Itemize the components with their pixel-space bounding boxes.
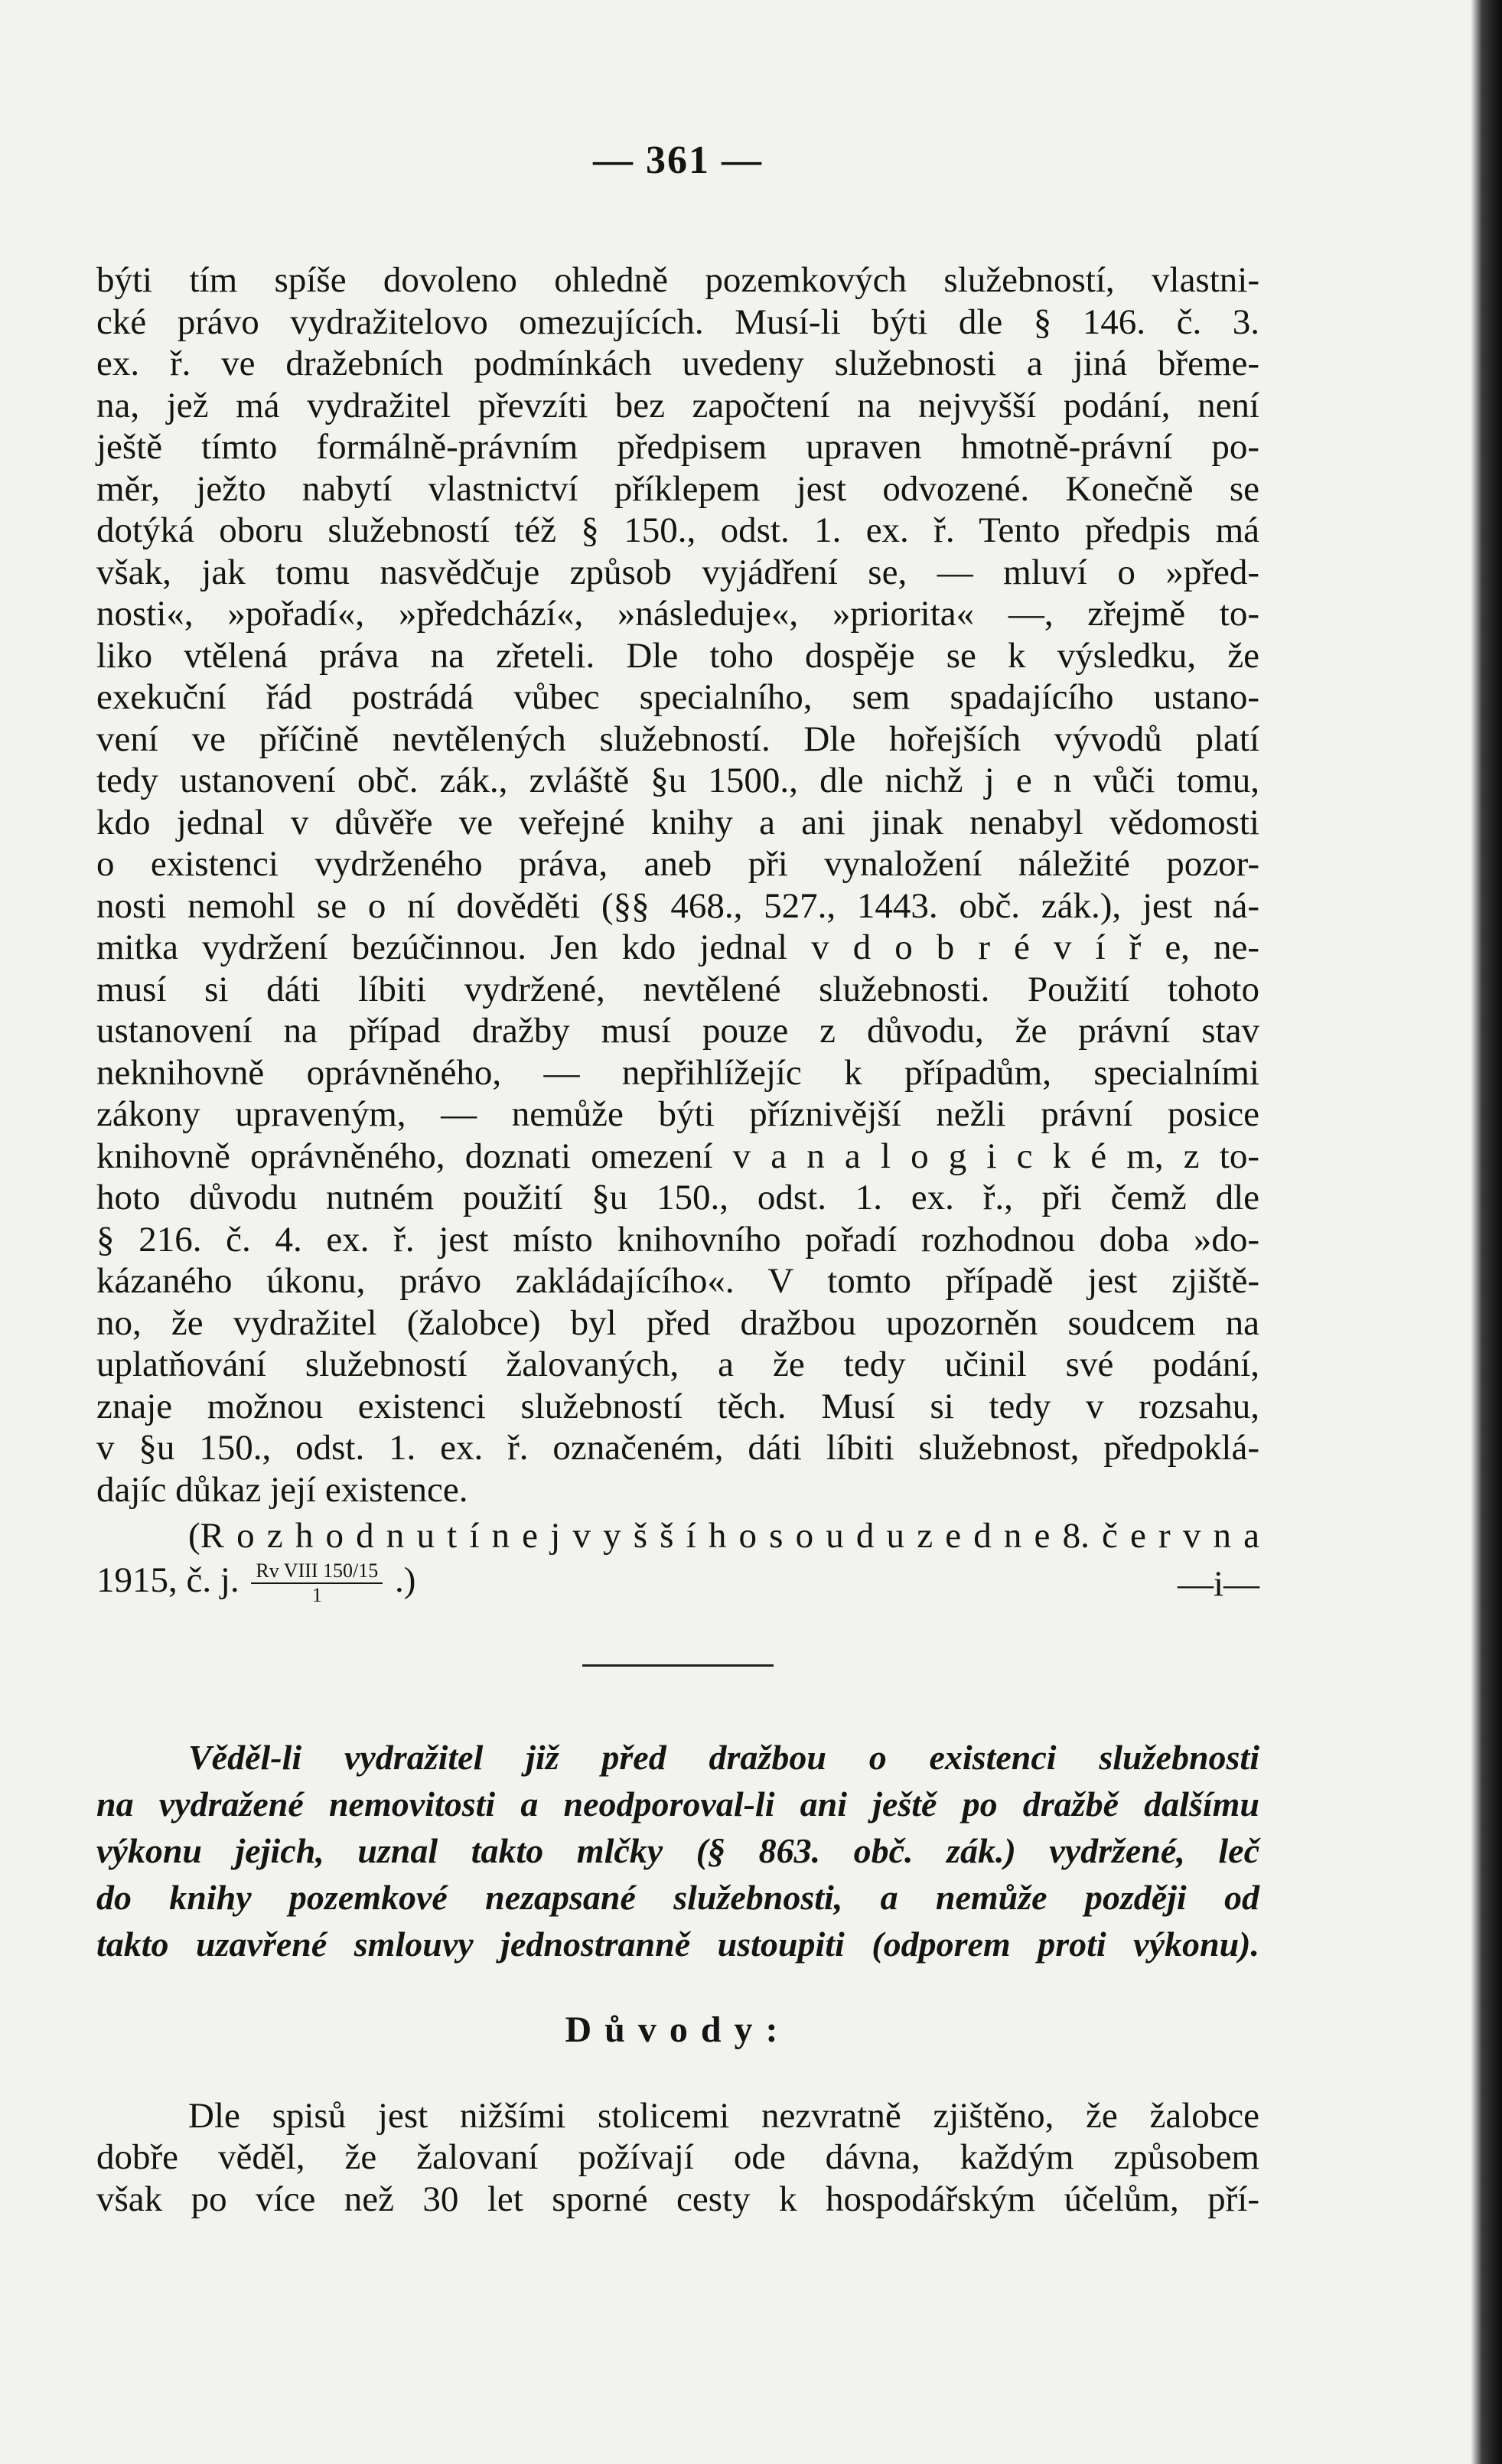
- decision-citation: [96, 1515, 1259, 1607]
- section-divider: [582, 1664, 774, 1667]
- scan-edge-shadow: [1471, 0, 1502, 2464]
- author-signature: —i—: [1177, 1563, 1259, 1604]
- text-line: býti tím spíše dovoleno ohledně pozemkových služebností, vlastni-: [96, 260, 1259, 300]
- text-line: Dle spisů jest nižšími stolicemi nezvratně zjištěno, že žalobce: [188, 2095, 1259, 2136]
- text-line: dobře věděl, že žalovaní požívají ode dávna, každým způsobem: [96, 2137, 1259, 2178]
- text-line: knihovně oprávněného, doznati omezení v a n a l o g i c k é m, z to-: [96, 1136, 1259, 1176]
- decision-line: (R o z h o d n u t í n e j v y š š í h o s o u d u z e d n e 8. č e r v n a: [188, 1516, 1259, 1556]
- summary-line: na vydražené nemovitosti a neodporoval-li ani ještě po dražbě dalšímu: [96, 1784, 1259, 1824]
- case-reference: [96, 1557, 415, 1607]
- case-number-numerator: Rv VIII 150/15: [251, 1560, 383, 1584]
- decision-reference-line: [96, 1557, 1259, 1607]
- text-line: kázaného úkonu, právo zakládajícího«. V tomto případě jest zjiště-: [96, 1261, 1259, 1301]
- case-suffix: .): [395, 1560, 416, 1600]
- summary-line: Věděl-li vydražitel již před dražbou o existenci služebnosti: [188, 1737, 1259, 1777]
- text-line: však, jak tomu nasvědčuje způsob vyjádření se, — mluví o »před-: [96, 552, 1259, 592]
- text-line: hoto důvodu nutném použití §u 150., odst. 1. ex. ř., při čemž dle: [96, 1178, 1259, 1217]
- text-line: ustanovení na případ dražby musí pouze z důvodu, že právní stav: [96, 1011, 1259, 1051]
- text-line: nosti«, »pořadí«, »předchází«, »následuje«, »priorita« —, zřejmě to-: [96, 594, 1259, 634]
- case-number-denominator: 1: [311, 1583, 322, 1606]
- summary-line: takto uzavřené smlouvy jednostranně ustoupiti (odporem proti výkonu).: [96, 1924, 1259, 1964]
- text-line: nosti nemohl se o ní dověděti (§§ 468., 527., 1443. obč. zák.), jest ná-: [96, 885, 1259, 926]
- text-line: však po více než 30 let sporné cesty k hospodářským účelům, pří-: [96, 2179, 1259, 2219]
- text-line: znaje možnou existenci služebností těch. Musí si tedy v rozsahu,: [96, 1386, 1259, 1426]
- reasons-heading: Důvody:: [565, 2009, 791, 2050]
- text-line: neknihovně oprávněného, — nepřihlížejíc k případům, specialními: [96, 1052, 1259, 1093]
- text-line: tedy ustanovení obč. zák., zvláště §u 1500., dle nichž j e n vůči tomu,: [96, 761, 1259, 800]
- document-page: [96, 138, 1259, 2220]
- text-line: exekuční řád postrádá vůbec specialního, sem spadajícího ustano-: [96, 677, 1259, 717]
- page-number: — 361 —: [593, 139, 763, 182]
- text-line: no, že vydražitel (žalobce) byl před dražbou upozorněn soudcem na: [96, 1302, 1259, 1343]
- summary-line: do knihy pozemkové nezapsané služebnosti, a nemůže později od: [96, 1877, 1259, 1917]
- text-line: cké právo vydražitelovo omezujících. Musí-li býti dle § 146. č. 3.: [96, 301, 1259, 342]
- case-prefix: 1915, č. j.: [96, 1560, 239, 1600]
- text-line: v §u 150., odst. 1. ex. ř. označeném, dáti líbiti služebnost, předpoklá-: [96, 1428, 1259, 1468]
- text-line: zákony upraveným, — nemůže býti příznivější nežli právní posice: [96, 1094, 1259, 1134]
- text-line: ex. ř. ve dražebních podmínkách uvedeny služebnosti a jiná břeme-: [96, 344, 1259, 383]
- text-line: dajíc důkaz její existence.: [96, 1469, 468, 1510]
- text-line: na, jež má vydražitel převzíti bez započtení na nejvyšší podání, není: [96, 385, 1259, 425]
- text-line: ještě tímto formálně-právním předpisem upraven hmotně-právní po-: [96, 427, 1259, 467]
- text-line: kdo jednal v důvěře ve veřejné knihy a ani jinak nenabyl vědomosti: [96, 802, 1259, 843]
- case-summary: [96, 1734, 1259, 1967]
- text-line: dotýká oboru služebností též § 150., odst. 1. ex. ř. Tento předpis má: [96, 510, 1259, 550]
- text-line: vení ve příčině nevtělených služebností. Dle hořejších vývodů platí: [96, 719, 1259, 759]
- text-line: o existenci vydrženého práva, aneb při vynaložení náležité pozor-: [96, 844, 1259, 884]
- text-line: musí si dáti líbiti vydržené, nevtělené služebnosti. Použití tohoto: [96, 969, 1259, 1009]
- text-line: § 216. č. 4. ex. ř. jest místo knihovního pořadí rozhodnou doba »do-: [96, 1219, 1259, 1260]
- text-line: měr, ježto nabytí vlastnictví příklepem jest odvozené. Konečně se: [96, 468, 1259, 509]
- paragraph-reasons: [96, 2095, 1259, 2221]
- case-number-fraction: [251, 1560, 383, 1607]
- summary-line: výkonu jejich, uznal takto mlčky (§ 863. obč. zák.) vydržené, leč: [96, 1830, 1259, 1870]
- paragraph-main: [96, 259, 1259, 1511]
- text-line: uplatňování služebností žalovaných, a že tedy učinil své podání,: [96, 1344, 1259, 1384]
- text-line: mitka vydržení bezúčinnou. Jen kdo jednal v d o b r é v í ř e, ne-: [96, 927, 1259, 967]
- text-line: liko vtělená práva na zřeteli. Dle toho dospěje se k výsledku, že: [96, 635, 1259, 676]
